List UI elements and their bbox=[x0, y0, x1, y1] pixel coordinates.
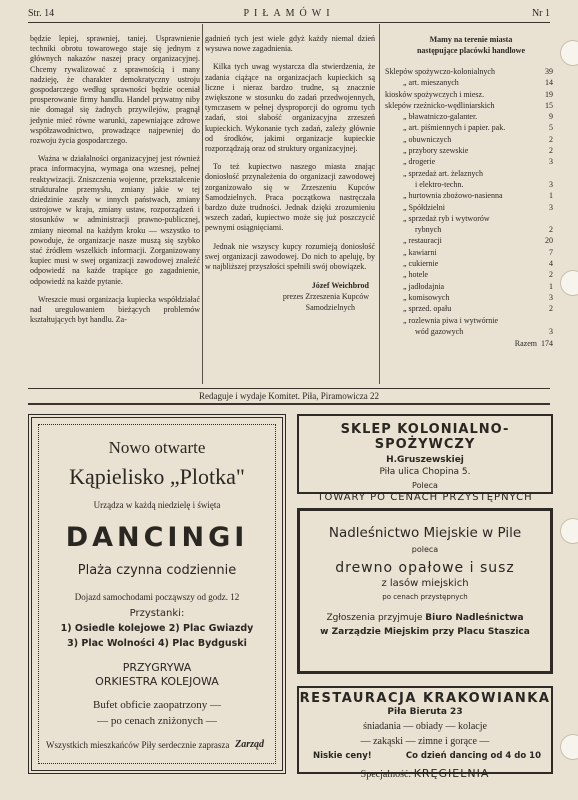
row-value: 2 bbox=[549, 304, 553, 314]
page-number: Str. 14 bbox=[28, 8, 55, 19]
table-row bbox=[385, 145, 557, 156]
row-label: „ obuwniczych bbox=[403, 134, 452, 144]
ad-line: Dojazd samochodami począwszy od godz. 12 bbox=[74, 592, 240, 602]
table-row bbox=[385, 66, 557, 77]
table-row bbox=[385, 179, 557, 190]
table-row bbox=[385, 111, 557, 122]
column-divider bbox=[379, 24, 380, 384]
publication-title: PIŁAMÓWI bbox=[243, 8, 335, 19]
table-row bbox=[385, 213, 557, 224]
table-title-line: następujące placówki handlowe bbox=[416, 46, 525, 55]
article-paragraph: gadnień tych jest wiele gdyż każdy niemal dzień wysuwa nowe zagadnienia. bbox=[205, 34, 375, 54]
table-row bbox=[385, 202, 557, 213]
ad-nadlesnictwo bbox=[297, 508, 553, 674]
table-row bbox=[385, 224, 557, 235]
article-column-2 bbox=[205, 34, 375, 313]
row-label: „ hurtownia zbożowo-nasienna bbox=[403, 191, 503, 201]
author-name: Józef Weichbrod bbox=[311, 281, 369, 291]
ad-line: KRĘGIELNIA bbox=[413, 767, 490, 780]
row-value: 3 bbox=[549, 202, 553, 212]
author-signature bbox=[205, 280, 375, 313]
row-label: „ restauracji bbox=[403, 236, 442, 246]
row-label: kiosków spożywczych i miesz. bbox=[385, 89, 485, 99]
sum-label: Razem bbox=[514, 339, 537, 349]
ad-restauracja bbox=[297, 686, 553, 780]
row-value: 39 bbox=[545, 67, 553, 76]
table-row bbox=[385, 89, 557, 100]
row-value: 20 bbox=[545, 236, 553, 246]
ad-line: Nowo otwarte bbox=[108, 438, 206, 457]
ad-line: ORKIESTRA KOLEJOWA bbox=[95, 675, 219, 688]
ad-line: Przystanki: bbox=[129, 608, 185, 619]
row-value: 15 bbox=[545, 100, 553, 110]
table-row bbox=[385, 247, 557, 258]
table-sum bbox=[385, 339, 557, 348]
ad-dancing-title: DANCINGI bbox=[65, 522, 249, 553]
ad-line: H.Gruszewskiej bbox=[386, 455, 464, 465]
row-label: „ komisowych bbox=[403, 292, 450, 302]
shops-table bbox=[385, 34, 557, 348]
ad-line: Specjalność: bbox=[360, 769, 412, 780]
ad-stops-line: 3) Plac Wolności 4) Plac Bydguski bbox=[67, 638, 247, 649]
row-value: 7 bbox=[549, 247, 553, 257]
row-label: Sklepów spożywczo-kolonialnych bbox=[385, 67, 495, 76]
table-title bbox=[385, 34, 557, 56]
issue-number: Nr 1 bbox=[531, 8, 550, 19]
row-label: wód gazowych bbox=[415, 326, 464, 336]
ad-inner-border bbox=[38, 424, 276, 764]
row-label: „ art. mieszanych bbox=[403, 78, 459, 88]
article-paragraph: Wreszcie musi organizacja kupiecka współdziałać nad uregulowaniem bieżących problemów kształtujących byt handlu. Za- bbox=[30, 294, 200, 325]
table-row bbox=[385, 303, 557, 314]
row-value: 2 bbox=[549, 146, 553, 156]
row-label: „ sprzed. opału bbox=[403, 304, 452, 314]
ad-line: z lasów miejskich bbox=[381, 578, 469, 589]
ad-headline: SKLEP KOLONIALNO-SPOŻYWCZY bbox=[340, 422, 510, 452]
row-value: 14 bbox=[545, 78, 553, 88]
table-row bbox=[385, 281, 557, 292]
row-value: 3 bbox=[549, 179, 553, 189]
ad-contact bbox=[300, 611, 550, 639]
ad-line: Co dzień dancing od 4 do 10 bbox=[405, 751, 541, 761]
row-label: „ rozlewnia piwa i wytwórnie bbox=[403, 315, 499, 325]
ad-line: drewno opałowe i susz bbox=[335, 560, 515, 576]
row-value: 9 bbox=[549, 112, 553, 122]
ad-line: Zgłoszenia przyjmuje bbox=[326, 613, 423, 623]
table-row bbox=[385, 100, 557, 111]
table-row bbox=[385, 315, 557, 326]
table-row bbox=[385, 258, 557, 269]
ad-line: PRZYGRYWA bbox=[122, 661, 192, 674]
row-value: 2 bbox=[549, 225, 553, 235]
row-value: 3 bbox=[549, 157, 553, 167]
author-org: Samodzielnych bbox=[305, 303, 355, 313]
ad-line: Biuro Nadleśnictwa bbox=[425, 613, 524, 623]
ad-line: Poleca bbox=[412, 481, 438, 490]
punch-hole bbox=[560, 734, 578, 760]
table-rows bbox=[385, 66, 557, 337]
row-value: 1 bbox=[549, 281, 553, 291]
sum-value: 174 bbox=[541, 339, 553, 349]
punch-hole bbox=[560, 40, 578, 66]
row-label: „ hotele bbox=[403, 270, 429, 280]
table-row bbox=[385, 122, 557, 133]
ad-line bbox=[299, 767, 551, 780]
row-label: „ sprzedaż ryb i wytworów bbox=[403, 213, 490, 223]
row-label: „ przybory szewskie bbox=[403, 146, 469, 156]
row-label: „ jadłodajnia bbox=[403, 281, 445, 291]
row-label: i elektro-techn. bbox=[415, 179, 464, 189]
article-paragraph: Ważna w działalności organizacyjnej jest również praca informacyjna, wymaga ona wzesnej, pełnej reaktywizacji. Zniszczenia wojenne, przekształcenie strukturalne przemysłu, zmiany jakie w tej dziedzinie zaszły w innych państwach, zmiany ustrojowe w kraju, zmiany ustaw, rozporządzeń i stosunków w administracji prawno-publicznej, zmiany nieomal na każdym kroku — wszystko to powoduje, że organizacje nasze muszą się szybko stać źródłem wszelkich informacji. Zorganizowany kupiec musi w swej organizacji zawodowej znaleźć odpowiedź na każde trapiące go zagadnienie, odpowiedź na każde pytanie. bbox=[30, 154, 200, 286]
table-row bbox=[385, 292, 557, 303]
table-row bbox=[385, 190, 557, 201]
ad-line: Wszystkich mieszkańców Piły serdecznie zaprasza bbox=[46, 740, 230, 750]
punch-hole bbox=[560, 270, 578, 296]
ad-line: Piła Bieruta 23 bbox=[387, 707, 463, 717]
table-row bbox=[385, 168, 557, 179]
row-label: rybnych bbox=[415, 225, 442, 235]
page-header bbox=[28, 8, 550, 23]
table-title-line: Mamy na terenie miasta bbox=[429, 35, 513, 44]
ad-headline: Nadleśnictwo Miejskie w Pile bbox=[328, 525, 522, 541]
row-label: „ kawiarni bbox=[403, 247, 437, 257]
row-value: 4 bbox=[549, 259, 553, 269]
row-value: 5 bbox=[549, 123, 553, 133]
table-row bbox=[385, 269, 557, 280]
row-label: „ bławatniczo-galanter. bbox=[403, 112, 478, 122]
ad-stops-line: 1) Osiedle kolejowe 2) Plac Gwiazdy bbox=[60, 623, 254, 634]
row-label: „ Spółdzielni bbox=[403, 202, 445, 212]
ad-line: śniadania — obiady — kolacje bbox=[363, 721, 487, 732]
ad-line: Plaża czynna codziennie bbox=[77, 563, 237, 578]
row-value: 2 bbox=[549, 270, 553, 280]
ad-line: w Zarządzie Miejskim przy Placu Staszica bbox=[320, 627, 530, 637]
table-row bbox=[385, 77, 557, 88]
row-value: 3 bbox=[549, 292, 553, 302]
table-row bbox=[385, 134, 557, 145]
punch-hole bbox=[560, 518, 578, 544]
ad-line: — zakąski — zimne i gorące — bbox=[360, 736, 490, 747]
row-value: 19 bbox=[545, 89, 553, 99]
author-role: prezes Zrzeszenia Kupców bbox=[282, 292, 369, 302]
ad-line: Urządza w każdą niedzielę i święta bbox=[93, 500, 221, 510]
ad-line: Piła ulica Chopina 5. bbox=[379, 467, 471, 477]
row-label: sklepów rzeźnicko-wędliniarskich bbox=[385, 100, 495, 110]
ad-line: Niskie ceny! bbox=[313, 751, 372, 761]
ad-signature: Zarząd bbox=[235, 739, 264, 750]
ad-line: TOWARY PO CENACH PRZYSTĘPNYCH bbox=[317, 492, 533, 503]
row-value: 1 bbox=[549, 191, 553, 201]
editorial-footer: Redaguje i wydaje Komitet. Piła, Piramowicza 22 bbox=[28, 388, 550, 405]
table-row bbox=[385, 235, 557, 246]
article-paragraph: Kilka tych uwag wystarcza dla stwierdzenia, że zadania ciążące na organizacjach kupieckich są liczne i nieraz bardzo trudne, są znacznie zwiększone w stosunku do zadań przedwojennych, tymczasem w pełnej dysproporcji do ogromu tych zadań, stoi słabość organizacyjna zrzeszeń kupieckich. Wykonanie tych zadań, zależy głównie od środków, jakimi organizacje kupieckie rozporządzają oraz od struktury organizacyjnej. bbox=[205, 62, 375, 154]
row-value: 2 bbox=[549, 134, 553, 144]
ad-line: Bufet obficie zaopatrzony — bbox=[93, 699, 221, 711]
column-divider bbox=[202, 24, 203, 384]
ad-headline: RESTAURACJA KRAKOWIANKA bbox=[299, 691, 551, 706]
row-label: „ cukiernie bbox=[403, 259, 439, 269]
row-label: „ drogerie bbox=[403, 157, 436, 167]
ad-line: poleca bbox=[411, 545, 439, 554]
table-row bbox=[385, 156, 557, 167]
article-paragraph: Jednak nie wszyscy kupcy rozumieją doniosłość swej organizacji zawodowej. Do nich to apeluję, by w najbliższej przyszłości spełnili swój obowiązek. bbox=[205, 241, 375, 272]
ad-sklep bbox=[297, 414, 553, 503]
ad-line bbox=[299, 751, 551, 763]
row-label: „ sprzedaż art. żelaznych bbox=[403, 168, 483, 178]
ad-line: po cenach przystępnych bbox=[382, 593, 468, 601]
ad-line: — po cenach zniżonych — bbox=[97, 715, 217, 727]
article-paragraph: będzie lepiej, sprawniej, taniej. Usprawnienie techniki obrotu towarowego staje się jednym z głównych nakazów naszej pracy organizacyjnej. Chcemy rywalizować z sprawnością i many nadzieję, że charakter demokratyczny ustroju gospodarczego według sprawności będzie oceniał prosperowanie firmy handlu. Handel prywatny niby nie domagał się żadnych przywilejów, pragnął jedynie mieć równe warunki, zapewniające zdrowe współzawodnictwo, prowadzące najpewniej do rozwoju życia gospodarczego. bbox=[30, 34, 200, 146]
article-column-1 bbox=[30, 34, 200, 333]
article-paragraph: To też kupiectwo naszego miasta znając doniosłość przynależenia do organizacji zawodowej zorganizowało się w Zrzeszeniu Kupców Samodzielnych. Praca początkowa nastręczała bardzo duże trudności. Jednak dzięki zrozumieniu wszech zadań, kupiectwo może się już poszczycić pewnymi osiągnięciami. bbox=[205, 162, 375, 233]
row-value: 3 bbox=[549, 326, 553, 336]
ad-plotka bbox=[28, 414, 286, 774]
row-label: „ art. piśmiennych i papier. pak. bbox=[403, 123, 506, 133]
table-row bbox=[385, 326, 557, 337]
ad-headline: Kąpielisko „Plotka" bbox=[69, 464, 245, 489]
